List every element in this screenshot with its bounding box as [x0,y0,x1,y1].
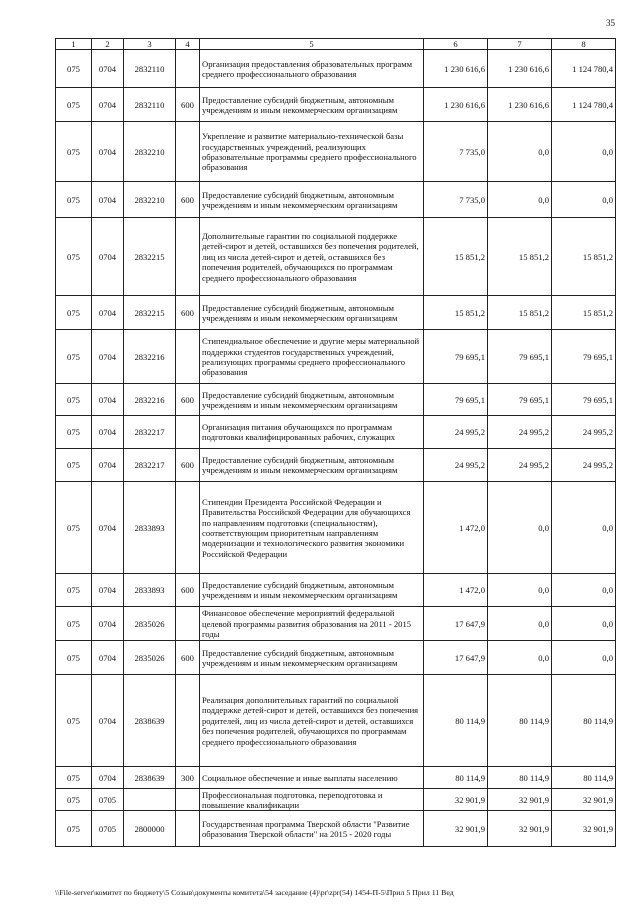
target-article-cell: 2835026 [124,607,176,641]
amount-cell: 80 114,9 [488,767,552,789]
expense-type-cell [176,122,200,182]
description-cell: Организация предоставления образовательных программ среднего профессионального образования [200,50,424,88]
amount-cell: 0,0 [552,122,616,182]
amount-cell: 0,0 [552,574,616,607]
amount-cell: 0,0 [552,482,616,574]
amount-cell: 79 695,1 [424,330,488,384]
column-header: 2 [92,39,124,50]
amount-cell: 32 901,9 [424,811,488,847]
code-cell: 075 [56,607,92,641]
amount-cell: 32 901,9 [488,811,552,847]
amount-cell: 15 851,2 [488,296,552,330]
description-cell: Реализация дополнительных гарантий по социальной поддержке детей-сирот и детей, оставшихся без попечения родителей, лиц из числа детей-сирот и детей, оставшихся без попечения родителей, обучающихся по программам среднего профессионального образования [200,675,424,767]
file-path-footer: \\File-server\комитет по бюджету\5 Созыв\документы комитета\54 заседание (4)\pr\zpr(54) 1454-П-5\Прил 5 Прил 11 Вед [55,888,454,897]
description-cell: Государственная программа Тверской области "Развитие образования Тверской области" на 2015 - 2020 годы [200,811,424,847]
target-article-cell: 2833893 [124,482,176,574]
description-cell: Укрепление и развитие материально-технической базы государственных учреждений, реализующих образовательные программы среднего профессионального образования [200,122,424,182]
target-article-cell: 2832215 [124,296,176,330]
section-cell: 0705 [92,811,124,847]
section-cell: 0704 [92,182,124,218]
column-header: 7 [488,39,552,50]
description-cell: Организация питания обучающихся по программам подготовки квалифицированных рабочих, служащих [200,416,424,449]
code-cell: 075 [56,789,92,811]
table-row [56,811,616,847]
description-cell: Стипендии Президента Российской Федерации и Правительства Российской Федерации для обучающихся по направлениям подготовки (специальностям), соответствующим приоритетным направлениям модернизации и технологического развития экономики Российской Федерации [200,482,424,574]
expense-type-cell: 300 [176,767,200,789]
amount-cell: 32 901,9 [552,789,616,811]
code-cell: 075 [56,182,92,218]
expense-type-cell: 600 [176,641,200,675]
table-row [56,384,616,416]
section-cell: 0704 [92,330,124,384]
expense-type-cell: 600 [176,296,200,330]
budget-table [55,38,616,847]
amount-cell: 24 995,2 [552,449,616,482]
description-cell: Предоставление субсидий бюджетным, автономным учреждениям и иным некоммерческим организациям [200,641,424,675]
table-row [56,296,616,330]
column-header: 5 [200,39,424,50]
table-row [56,767,616,789]
table-row [56,218,616,296]
amount-cell: 7 735,0 [424,122,488,182]
amount-cell: 0,0 [488,574,552,607]
amount-cell: 1 124 780,4 [552,50,616,88]
target-article-cell: 2832216 [124,384,176,416]
description-cell: Профессиональная подготовка, переподготовка и повышение квалификации [200,789,424,811]
expense-type-cell [176,607,200,641]
code-cell: 075 [56,675,92,767]
target-article-cell: 2832215 [124,218,176,296]
code-cell: 075 [56,50,92,88]
description-cell: Предоставление субсидий бюджетным, автономным учреждениям и иным некоммерческим организациям [200,449,424,482]
code-cell: 075 [56,384,92,416]
target-article-cell: 2832110 [124,50,176,88]
amount-cell: 0,0 [488,641,552,675]
amount-cell: 1 472,0 [424,482,488,574]
section-cell: 0704 [92,767,124,789]
description-cell: Предоставление субсидий бюджетным, автономным учреждениям и иным некоммерческим организациям [200,384,424,416]
target-article-cell: 2832217 [124,416,176,449]
expense-type-cell [176,811,200,847]
section-cell: 0704 [92,296,124,330]
amount-cell: 79 695,1 [552,330,616,384]
column-header: 1 [56,39,92,50]
column-header: 8 [552,39,616,50]
expense-type-cell: 600 [176,182,200,218]
amount-cell: 32 901,9 [552,811,616,847]
amount-cell: 24 995,2 [552,416,616,449]
amount-cell: 15 851,2 [424,296,488,330]
target-article-cell: 2832210 [124,122,176,182]
amount-cell: 15 851,2 [552,218,616,296]
amount-cell: 0,0 [488,122,552,182]
expense-type-cell [176,218,200,296]
column-header: 3 [124,39,176,50]
target-article-cell: 2832110 [124,88,176,122]
amount-cell: 24 995,2 [424,416,488,449]
amount-cell: 80 114,9 [424,675,488,767]
code-cell: 075 [56,767,92,789]
table-row [56,182,616,218]
section-cell: 0704 [92,122,124,182]
amount-cell: 17 647,9 [424,641,488,675]
amount-cell: 7 735,0 [424,182,488,218]
amount-cell: 80 114,9 [488,675,552,767]
amount-cell: 0,0 [488,482,552,574]
table-row [56,482,616,574]
description-cell: Стипендиальное обеспечение и другие меры материальной поддержки студентов государственных учреждений, реализующих программы среднего профессионального образования [200,330,424,384]
description-cell: Предоставление субсидий бюджетным, автономным учреждениям и иным некоммерческим организациям [200,182,424,218]
amount-cell: 0,0 [488,607,552,641]
code-cell: 075 [56,88,92,122]
amount-cell: 0,0 [552,641,616,675]
description-cell: Дополнительные гарантии по социальной поддержке детей-сирот и детей, оставшихся без попечения родителей, лиц из числа детей-сирот и детей, оставшихся без попечения родителей, обучающихся по программам среднего профессионального образования [200,218,424,296]
amount-cell: 1 124 780,4 [552,88,616,122]
code-cell: 075 [56,811,92,847]
column-number-row [56,39,616,50]
column-header: 4 [176,39,200,50]
code-cell: 075 [56,449,92,482]
expense-type-cell [176,50,200,88]
target-article-cell: 2800000 [124,811,176,847]
table-row [56,641,616,675]
page-number: 35 [606,18,615,28]
table-row [56,607,616,641]
amount-cell: 1 230 616,6 [488,50,552,88]
description-cell: Предоставление субсидий бюджетным, автономным учреждениям и иным некоммерческим организациям [200,296,424,330]
amount-cell: 24 995,2 [488,416,552,449]
amount-cell: 0,0 [488,182,552,218]
amount-cell: 79 695,1 [552,384,616,416]
amount-cell: 79 695,1 [424,384,488,416]
code-cell: 075 [56,574,92,607]
amount-cell: 32 901,9 [488,789,552,811]
section-cell: 0704 [92,88,124,122]
amount-cell: 0,0 [552,607,616,641]
amount-cell: 1 230 616,6 [488,88,552,122]
target-article-cell [124,789,176,811]
target-article-cell: 2838639 [124,675,176,767]
table-row [56,50,616,88]
amount-cell: 80 114,9 [552,675,616,767]
amount-cell: 80 114,9 [424,767,488,789]
amount-cell: 79 695,1 [488,384,552,416]
expense-type-cell [176,789,200,811]
section-cell: 0704 [92,449,124,482]
target-article-cell: 2832210 [124,182,176,218]
table-row [56,574,616,607]
column-header: 6 [424,39,488,50]
section-cell: 0704 [92,384,124,416]
code-cell: 075 [56,482,92,574]
description-cell: Предоставление субсидий бюджетным, автономным учреждениям и иным некоммерческим организациям [200,574,424,607]
code-cell: 075 [56,330,92,384]
table-row [56,416,616,449]
section-cell: 0704 [92,574,124,607]
target-article-cell: 2835026 [124,641,176,675]
target-article-cell: 2832217 [124,449,176,482]
amount-cell: 1 230 616,6 [424,50,488,88]
section-cell: 0704 [92,482,124,574]
amount-cell: 32 901,9 [424,789,488,811]
section-cell: 0704 [92,218,124,296]
section-cell: 0704 [92,641,124,675]
section-cell: 0704 [92,607,124,641]
amount-cell: 24 995,2 [488,449,552,482]
description-cell: Социальное обеспечение и иные выплаты населению [200,767,424,789]
code-cell: 075 [56,416,92,449]
table-row [56,675,616,767]
table-row [56,88,616,122]
table-row [56,330,616,384]
section-cell: 0704 [92,50,124,88]
amount-cell: 17 647,9 [424,607,488,641]
target-article-cell: 2838639 [124,767,176,789]
amount-cell: 24 995,2 [424,449,488,482]
description-cell: Предоставление субсидий бюджетным, автономным учреждениям и иным некоммерческим организациям [200,88,424,122]
amount-cell: 80 114,9 [552,767,616,789]
expense-type-cell: 600 [176,88,200,122]
code-cell: 075 [56,122,92,182]
amount-cell: 15 851,2 [488,218,552,296]
amount-cell: 1 230 616,6 [424,88,488,122]
expense-type-cell: 600 [176,574,200,607]
amount-cell: 15 851,2 [424,218,488,296]
expense-type-cell [176,675,200,767]
description-cell: Финансовое обеспечение мероприятий федеральной целевой программы развития образования на 2011 - 2015 годы [200,607,424,641]
amount-cell: 15 851,2 [552,296,616,330]
expense-type-cell [176,416,200,449]
table-row [56,122,616,182]
table-row [56,789,616,811]
table-body [56,50,616,847]
amount-cell: 79 695,1 [488,330,552,384]
target-article-cell: 2832216 [124,330,176,384]
expense-type-cell: 600 [176,449,200,482]
amount-cell: 0,0 [552,182,616,218]
expense-type-cell [176,482,200,574]
expense-type-cell: 600 [176,384,200,416]
code-cell: 075 [56,296,92,330]
section-cell: 0704 [92,675,124,767]
target-article-cell: 2833893 [124,574,176,607]
code-cell: 075 [56,641,92,675]
section-cell: 0705 [92,789,124,811]
section-cell: 0704 [92,416,124,449]
code-cell: 075 [56,218,92,296]
expense-type-cell [176,330,200,384]
table-row [56,449,616,482]
amount-cell: 1 472,0 [424,574,488,607]
